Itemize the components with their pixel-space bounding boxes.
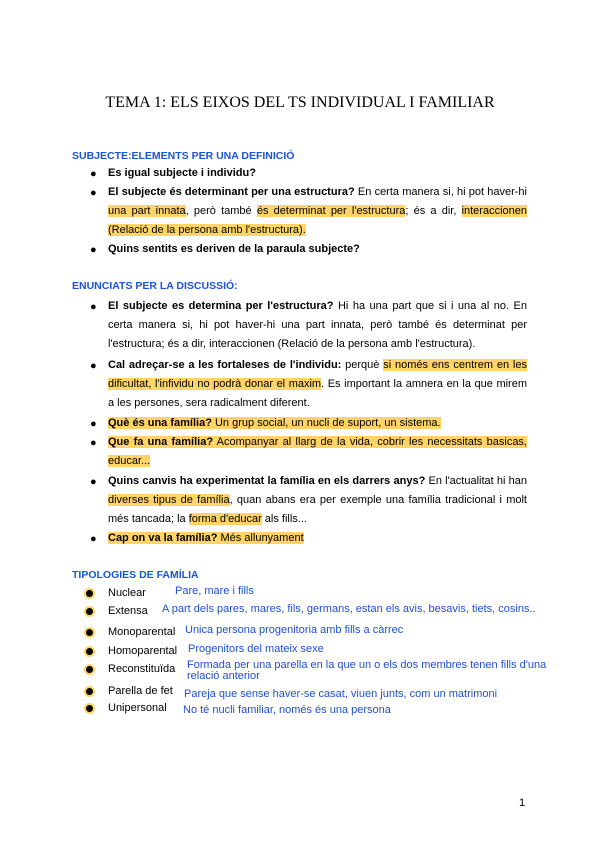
typology-label: Homoparental xyxy=(108,645,178,657)
section-heading-tipologies: TIPOLOGIES DE FAMÍLIA xyxy=(72,569,199,581)
bullet-icon: ● xyxy=(90,476,97,488)
typology-description: Formada per una parella en la que un o els dos membres tenen fills d'una relació anterior xyxy=(187,659,547,682)
highlight: una part innata xyxy=(108,204,186,217)
typology-description: Unica persona progenitoria amb fills a càrrec xyxy=(185,624,404,636)
question-3: Quins sentits es deriven de la paraula subjecte? xyxy=(108,243,360,255)
statement-bold: Cap on va la família? xyxy=(108,532,218,544)
question-2-bold: El subjecte és determinant per una estructura? xyxy=(108,186,355,198)
text: perquè xyxy=(341,359,384,371)
typology-description: No té nucli familiar, només és una persona xyxy=(183,704,391,716)
bullet-icon: ● xyxy=(90,244,97,256)
bullet-icon: ● xyxy=(90,418,97,430)
statement-bold: Quins canvis ha experimentat la família en els darrers anys? xyxy=(108,475,426,487)
text: Hi ha una part que si i una al no. En certa manera si, hi pot haver-hi una part innata, però també és determinat per l'estructura; és a dir, interaccionen (Relació de la persona amb l'estructura). xyxy=(108,300,528,350)
statement-bold: Cal adreçar-se a les fortaleses de l'individu: xyxy=(108,359,342,371)
statement-5 xyxy=(108,472,527,528)
text: als fills... xyxy=(261,512,307,525)
bullet-icon: ● xyxy=(90,437,97,449)
typology-label: Extensa xyxy=(108,605,148,617)
bullet-icon xyxy=(86,688,93,695)
text: . Es important la amnera en la que mirem a les persones, sera radicalment diferent. xyxy=(108,377,527,409)
bullet-icon: ● xyxy=(90,360,97,372)
highlight: interaccionen (Relació de la persona amb l'estructura). xyxy=(108,204,527,236)
typology-description: Pare, mare i fills xyxy=(175,585,254,597)
typology-label: Monoparental xyxy=(108,626,176,638)
bullet-icon: ● xyxy=(90,168,97,180)
typology-label: Nuclear xyxy=(108,587,146,599)
typology-label: Reconstituïda xyxy=(108,663,176,675)
statement-bold: Què és una família? xyxy=(108,417,212,429)
bullet-icon: ● xyxy=(90,187,97,199)
statement-bold: Que fa una família? xyxy=(108,436,214,448)
page-number: 1 xyxy=(519,797,526,809)
statement-2 xyxy=(108,356,527,412)
typology-label: Unipersonal xyxy=(108,702,167,714)
question-1: Es igual subjecte i individu? xyxy=(108,167,256,179)
bullet-icon xyxy=(86,590,93,597)
statement-6 xyxy=(108,529,527,548)
section-heading-subjecte: SUBJECTE:ELEMENTS PER UNA DEFINICIÓ xyxy=(72,150,295,162)
statement-4 xyxy=(108,433,527,471)
highlight: Acompanyar al llarg de la vida, cobrir les necessitats basicas, educar... xyxy=(108,436,527,467)
highlight: forma d'educar xyxy=(188,512,262,525)
typology-description: A part dels pares, mares, fils, germans, estan els avis, besavis, tiets, cosins.. xyxy=(162,603,536,615)
bullet-icon xyxy=(86,608,93,615)
text: , però també xyxy=(185,204,257,217)
bullet-icon: ● xyxy=(90,301,97,313)
statement-1 xyxy=(108,297,527,353)
text: ; és a dir, xyxy=(405,204,462,217)
text: , quan abans era per exemple una família tradicional i molt més tancada; la xyxy=(108,493,527,525)
text: En l'actualitat hi han xyxy=(425,475,527,487)
page-title: TEMA 1: ELS EIXOS DEL TS INDIVIDUAL I FAMILIAR xyxy=(105,94,495,111)
highlight: és determinat per l'estructura xyxy=(256,204,406,217)
highlight: Un grup social, un nucli de suport, un sistema. xyxy=(211,417,441,429)
bullet-icon xyxy=(86,629,93,636)
highlight: diverses tipus de família xyxy=(108,493,230,506)
section-heading-enunciats: ENUNCIATS PER LA DISCUSSIÓ: xyxy=(72,280,238,292)
typology-description: Pareja que sense haver-se casat, viuen junts, com un matrimoni xyxy=(184,688,498,700)
question-2 xyxy=(108,183,527,239)
highlight: si només ens centrem en les dificultat, l'infividu no podrà donar el maxim xyxy=(108,359,527,390)
bullet-icon xyxy=(86,705,93,712)
bullet-icon xyxy=(86,648,93,655)
highlight: Més allunyament xyxy=(217,532,304,544)
text: En certa manera si, hi pot haver-hi xyxy=(354,186,527,198)
statement-bold: El subjecte es determina per l'estructura? xyxy=(108,300,334,312)
bullet-icon: ● xyxy=(90,533,97,545)
bullet-icon xyxy=(86,666,93,673)
statement-3 xyxy=(108,414,527,433)
typology-description: Progenitors del mateix sexe xyxy=(188,643,324,655)
typology-label: Parella de fet xyxy=(108,685,173,697)
